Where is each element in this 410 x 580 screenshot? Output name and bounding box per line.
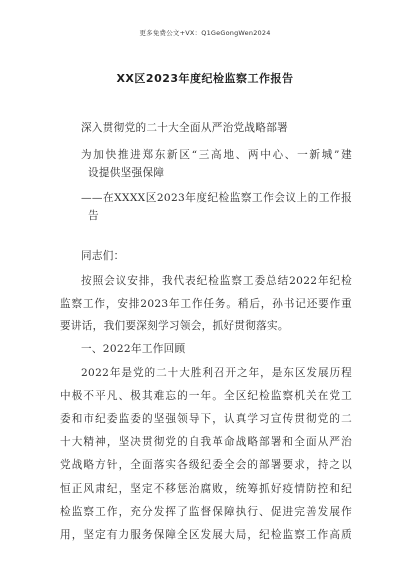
intro-line: 按照会议安排，我代表纪检监察工委总结2022年纪检 [81, 275, 352, 287]
header-note: 更多免费公文+VX：Q1GeGongWen2024 [139, 29, 271, 37]
subtitle-line: ——在XXXX区2023年度纪检监察工作会议上的工作报 [81, 192, 352, 204]
subtitle-line: 为加快推进郑东新区“三高地、两中心、一新城”建 [81, 149, 352, 161]
body-line: 中极不平凡、极其难忘的一年。全区纪检监察机关在党工 [60, 390, 352, 402]
body-line: 用，坚定有力服务保障全区发展大局，纪检监察工作高质 [60, 529, 352, 541]
body-line: 恒正风肃纪，坚定不移惩治腐败，统筹抓好疫情防控和纪 [60, 483, 352, 495]
intro-line: 要讲话，我们要深刻学习领会，抓好贯彻落实。 [60, 320, 289, 332]
greeting: 同志们： [81, 250, 125, 262]
body-line: 2022年是党的二十大胜利召开之年，是东区发展历程 [81, 367, 352, 379]
subtitle-line: 设提供坚强保障 [88, 167, 165, 179]
body-line: 党战略方针，全面落实各级纪委全会的部署要求，持之以 [60, 459, 352, 471]
subtitle-line: 深入贯彻党的二十大全面从严治党战略部署 [81, 122, 288, 134]
body-line: 十大精神，坚决贯彻党的自我革命战略部署和全面从严治 [60, 436, 352, 448]
body-line: 委和市纪委监委的坚强领导下，认真学习宣传贯彻党的二 [60, 413, 352, 425]
section-heading: 一、2022年工作回顾 [81, 343, 186, 355]
document-title: XX区2023年度纪检监察工作报告 [116, 72, 294, 85]
intro-line: 监察工作，安排2023年工作任务。稍后，孙书记还要作重 [60, 298, 352, 310]
subtitle-line: 告 [88, 210, 99, 222]
body-line: 检监察工作，充分发挥了监督保障执行、促进完善发展作 [60, 506, 352, 518]
